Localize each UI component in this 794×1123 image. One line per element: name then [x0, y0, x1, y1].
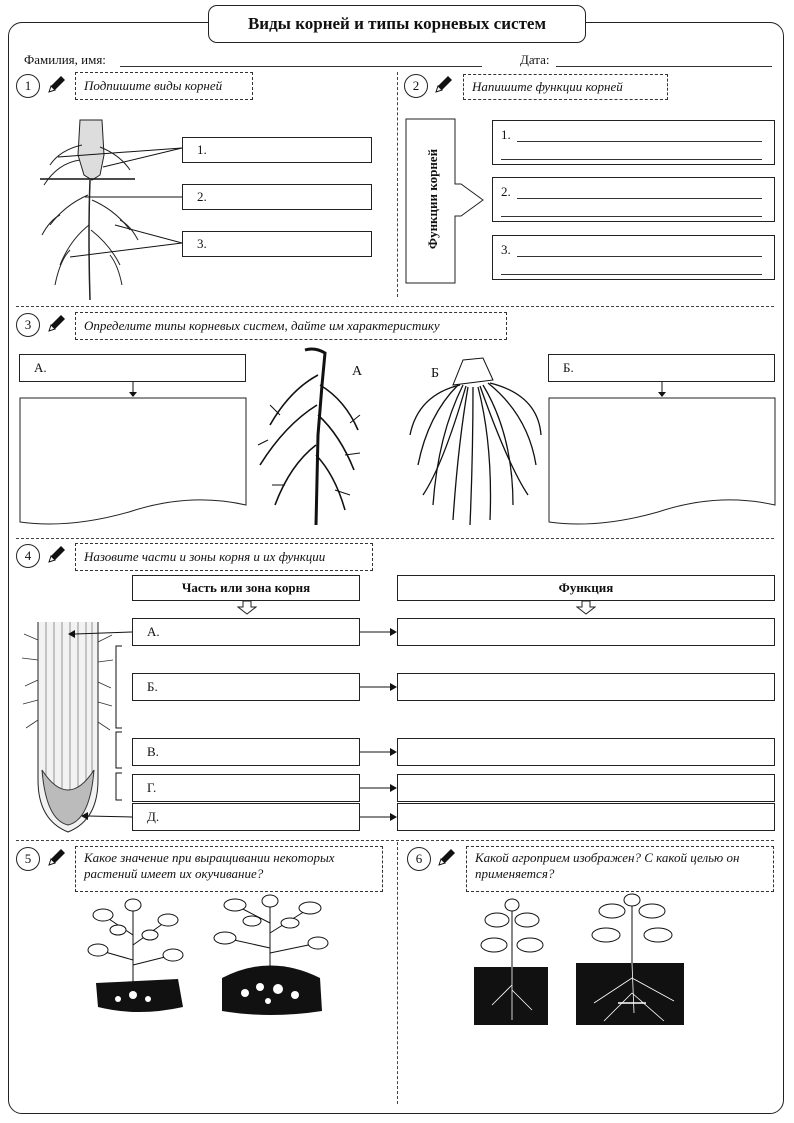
task-4-function-box[interactable]	[397, 673, 775, 701]
pencil-icon	[46, 846, 68, 868]
name-label: Фамилия, имя:	[24, 52, 106, 67]
task-4-part-box[interactable]: В.	[132, 738, 360, 766]
task-2-answer-box[interactable]: 1.	[492, 120, 775, 165]
worksheet-title: Виды корней и типы корневых систем	[208, 5, 586, 43]
divider-1-2	[397, 72, 398, 297]
task-3-box-b[interactable]: Б.	[548, 354, 775, 382]
fibrous-root-system-illustration	[408, 355, 543, 530]
task-3-answer-area-a[interactable]	[19, 397, 247, 527]
divider-row-3	[16, 840, 774, 841]
task-2-instruction: Напишите функции корней	[463, 74, 668, 100]
task-4-row-arrows	[360, 618, 398, 833]
seedling-after-illustration	[574, 893, 686, 1028]
column-header-function: Функция	[397, 575, 775, 601]
task-4-function-box[interactable]	[397, 738, 775, 766]
task-5-number: 5	[16, 847, 40, 871]
task-1-answer-box[interactable]: 3.	[182, 231, 372, 257]
task-4-function-box[interactable]	[397, 618, 775, 646]
task-6-answer-lines[interactable]	[414, 1040, 764, 1100]
divider-5-6	[397, 842, 398, 1104]
task-4-instruction: Назовите части и зоны корня и их функции	[75, 543, 373, 571]
task-2-answer-box[interactable]: 2.	[492, 177, 775, 222]
task-2-number: 2	[404, 74, 428, 98]
task-4-function-box[interactable]	[397, 774, 775, 802]
pencil-icon	[46, 543, 68, 565]
image-label-a: А	[352, 364, 363, 379]
divider-row-2	[16, 538, 774, 539]
task-4-function-box[interactable]	[397, 803, 775, 831]
date-field[interactable]	[556, 66, 772, 67]
image-label-b: Б	[431, 366, 440, 381]
task-6-number: 6	[407, 847, 431, 871]
potato-plant-illustration	[78, 895, 188, 1023]
task-1-number: 1	[16, 74, 40, 98]
seedling-before-illustration	[472, 895, 550, 1028]
pencil-icon	[436, 846, 458, 868]
functions-vertical-label: Функции корней	[425, 148, 440, 250]
pencil-icon	[46, 73, 68, 95]
arrow-down-icon	[128, 382, 138, 398]
task-5-instruction: Какое значение при выращивании некоторых растений имеет их окучивание?	[75, 846, 383, 892]
task-6-instruction: Какой агроприем изображен? С какой целью он применяется?	[466, 846, 774, 892]
functions-arrow-shape	[405, 118, 485, 284]
date-label: Дата:	[520, 52, 550, 67]
task-1-instruction: Подпишите виды корней	[75, 72, 253, 100]
pencil-icon	[433, 73, 455, 95]
task-1-pointer-arrows	[55, 135, 185, 265]
task-3-answer-area-b[interactable]	[548, 397, 776, 527]
task-4-part-box[interactable]: Г.	[132, 774, 360, 802]
hilled-potato-plant-illustration	[210, 893, 330, 1023]
task-4-pointer-lines	[60, 620, 135, 825]
hollow-arrow-down-icon	[576, 601, 596, 615]
arrow-down-icon	[657, 382, 667, 398]
task-2-answer-box[interactable]: 3.	[492, 235, 775, 280]
hollow-arrow-down-icon	[237, 601, 257, 615]
name-field[interactable]	[120, 66, 482, 67]
pencil-icon	[46, 312, 68, 334]
task-1-answer-box[interactable]: 1.	[182, 137, 372, 163]
task-4-number: 4	[16, 544, 40, 568]
task-4-part-box[interactable]: А.	[132, 618, 360, 646]
column-header-part: Часть или зона корня	[132, 575, 360, 601]
task-4-part-box[interactable]: Д.	[132, 803, 360, 831]
divider-row-1	[16, 306, 774, 307]
task-3-box-a[interactable]: А.	[19, 354, 246, 382]
task-3-instruction: Определите типы корневых систем, дайте им характеристику	[75, 312, 507, 340]
taproot-system-illustration	[250, 345, 365, 530]
task-1-answer-box[interactable]: 2.	[182, 184, 372, 210]
task-3-number: 3	[16, 313, 40, 337]
task-5-answer-lines[interactable]	[28, 1040, 378, 1100]
task-4-part-box[interactable]: Б.	[132, 673, 360, 701]
